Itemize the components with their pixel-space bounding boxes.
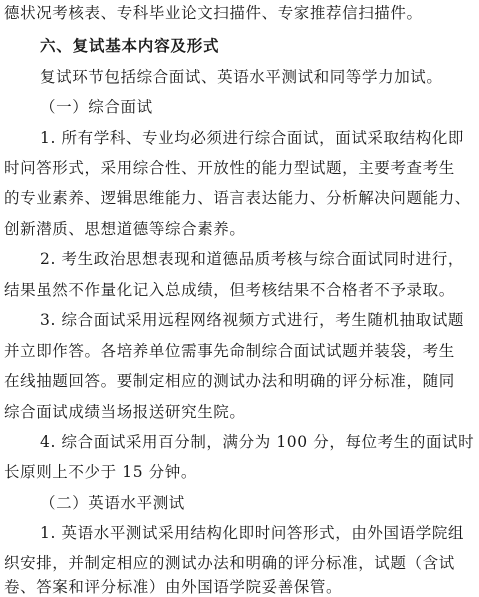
item-3-line-2: 并立即作答。各培养单位需事先命制综合面试试题并装袋，考生	[4, 342, 455, 360]
item-4-line-1: 4. 综合面试采用百分制，满分为 100 分，每位考生的面试时	[40, 433, 475, 451]
item-3-line-1: 3. 综合面试采用远程网络视频方式进行，考生随机抽取试题	[40, 311, 465, 329]
subheading-english-test: （二）英语水平测试	[40, 494, 185, 512]
subheading-comprehensive-interview: （一）综合面试	[40, 98, 153, 116]
english-item-1-line-3: 卷、答案和评分标准）由外国语学院妥善保管。	[4, 578, 343, 596]
item-1-line-1: 1. 所有学科、专业均必须进行综合面试，面试采取结构化即	[40, 129, 465, 147]
english-item-1-line-1: 1. 英语水平测试采用结构化即时问答形式，由外国语学院组	[40, 524, 465, 542]
item-1-line-2: 时问答形式，采用综合性、开放性的能力型试题，主要考查考生	[4, 159, 455, 177]
item-2-line-2: 结果虽然不作量化记入总成绩，但考核结果不合格者不予录取。	[4, 281, 455, 299]
item-3-line-3: 在线抽题回答。要制定相应的测试办法和明确的评分标准，随同	[4, 372, 455, 390]
item-1-line-4: 创新潜质、思想道德等综合素养。	[4, 220, 246, 238]
english-item-1-line-2: 织安排，并制定相应的测试办法和明确的评分标准，试题（含试	[4, 554, 455, 572]
item-3-line-4: 综合面试成绩当场报送研究生院。	[4, 403, 246, 421]
paragraph-line-1: 德状况考核表、专科毕业论文扫描件、专家推荐信扫描件。	[4, 4, 423, 22]
intro-paragraph: 复试环节包括综合面试、英语水平测试和同等学力加试。	[40, 68, 443, 86]
item-4-line-2: 长原则上不少于 15 分钟。	[4, 463, 197, 481]
item-1-line-3: 的专业素养、逻辑思维能力、语言表达能力、分析解决问题能力、	[4, 189, 471, 207]
item-2-line-1: 2. 考生政治思想表现和道德品质考核与综合面试同时进行，	[40, 250, 465, 268]
section-heading-six: 六、复试基本内容及形式	[40, 37, 220, 55]
